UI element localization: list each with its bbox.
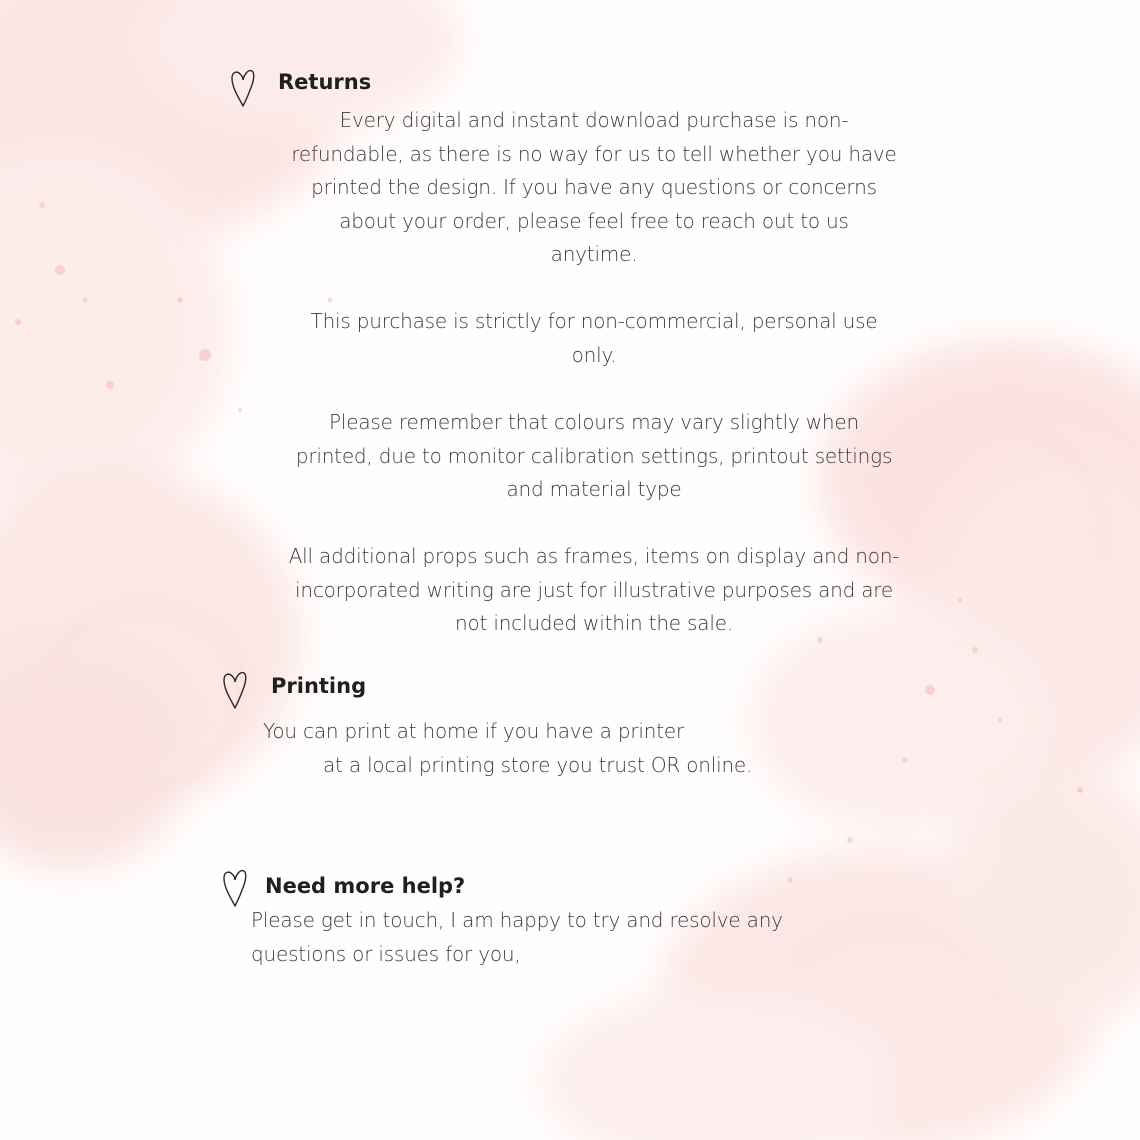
text-line: Every digital and instant download purchase is non- <box>339 108 849 132</box>
heart-outline-icon <box>222 668 248 710</box>
returns-paragraph-colours <box>230 406 958 507</box>
help-heading: Need more help? <box>265 874 466 898</box>
text-line: Please get in touch, I am happy to try and resolve any <box>251 908 783 932</box>
returns-paragraph-props <box>230 540 958 641</box>
text-line: You can print at home if you have a printer <box>263 719 684 743</box>
text-line: questions or issues for you, <box>251 941 521 966</box>
returns-paragraph-personal-use <box>230 305 958 372</box>
text-line: only. <box>571 342 617 367</box>
heart-outline-icon <box>230 66 256 108</box>
text-line: All additional props such as frames, items on display and non- <box>288 544 900 568</box>
text-line: not included within the sale. <box>455 611 733 635</box>
text-line: incorporated writing are just for illustrative purposes and are <box>294 577 893 602</box>
text-line: at a local printing store you trust OR online. <box>323 752 753 777</box>
text-line: refundable, as there is no way for us to tell whether you have <box>291 141 897 166</box>
returns-paragraph-refund <box>230 104 958 272</box>
text-line: Please remember that colours may vary slightly when <box>329 410 859 434</box>
text-line: This purchase is strictly for non-commercial, personal use <box>310 309 878 333</box>
printing-paragraph <box>263 715 863 782</box>
text-line: about your order, please feel free to reach out to us <box>339 208 849 233</box>
text-line: and material type <box>506 477 682 501</box>
returns-heading: Returns <box>278 70 372 94</box>
text-line: printed the design. If you have any questions or concerns <box>311 175 877 199</box>
heart-outline-icon <box>222 866 248 908</box>
text-line: anytime. <box>550 242 638 266</box>
text-line: printed, due to monitor calibration settings, printout settings <box>295 443 893 468</box>
help-paragraph <box>251 904 891 971</box>
printing-heading: Printing <box>271 674 367 698</box>
